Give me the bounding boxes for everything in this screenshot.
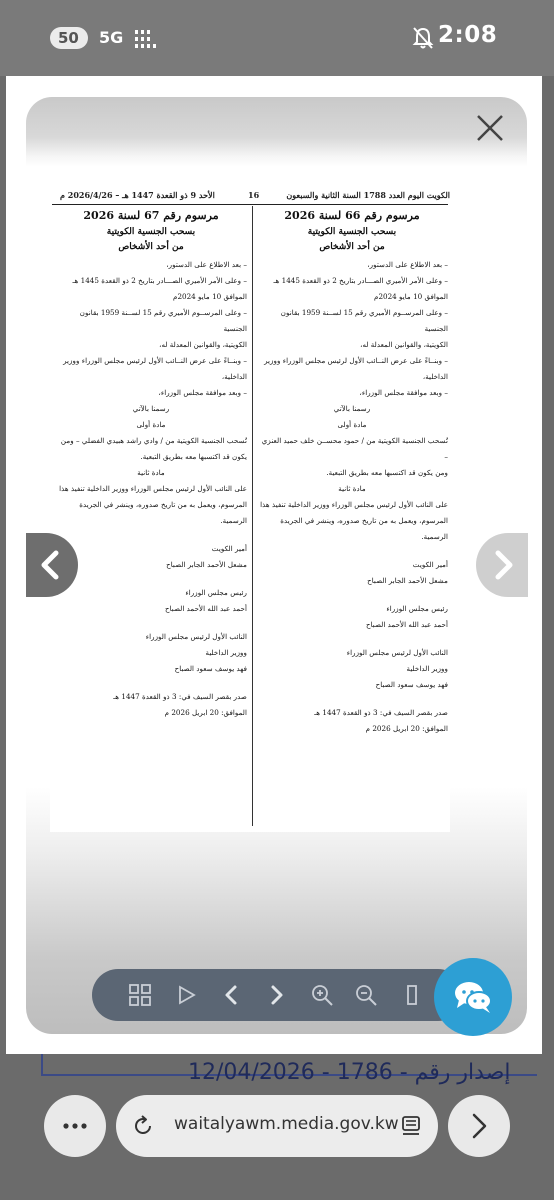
- preamble-line: – بعد الاطلاع على الدستور،: [367, 260, 448, 269]
- signatory-title: أمير الكويت: [211, 544, 247, 553]
- preamble-line: – وبنــاءً على عرض النــائب الأول لرئيس مجلس الوزراء ووزير: [63, 356, 247, 365]
- status-bar: [0, 0, 554, 76]
- signatory-name: أحمد عبد الله الأحمد الصباح: [365, 620, 448, 629]
- decree-title: مرسوم رقم 66 لسنة 2026: [284, 209, 420, 222]
- preamble-line: – وبعد موافقة مجلس الوزراء،: [158, 388, 247, 397]
- preamble-line: – وبعد موافقة مجلس الوزراء،: [359, 388, 448, 397]
- next-page-icon[interactable]: [262, 981, 290, 1009]
- issued-place-date: صدر بقصر السيف في: 3 ذو القعدة 1447 هـ: [113, 692, 247, 701]
- decree-66-column: [256, 209, 448, 769]
- preamble-line: – وبنــاءً على عرض النــائب الأول لرئيس مجلس الوزراء ووزير: [264, 356, 448, 365]
- preamble-line: – بعد الاطلاع على الدستور،: [166, 260, 247, 269]
- refresh-icon[interactable]: [130, 1113, 156, 1139]
- network-type: 5G: [99, 28, 124, 47]
- signatory-title: رئيس مجلس الوزراء: [386, 604, 448, 613]
- issue-info: الكويت اليوم العدد 1788 السنة الثانية والسبعون: [286, 190, 450, 200]
- signatory-title: ووزير الداخلية: [406, 664, 448, 673]
- chevron-left-icon: [26, 549, 78, 581]
- signatory-title: أمير الكويت: [412, 560, 448, 569]
- forward-button[interactable]: [448, 1095, 510, 1157]
- list-border: [41, 1054, 43, 1076]
- document-viewer: [6, 76, 542, 1054]
- issue-date: الأحد 9 ذو القعدة 1447 هـ – 2026/4/26 م: [60, 190, 215, 200]
- prev-page-icon[interactable]: [218, 981, 246, 1009]
- preamble-line: – وعلى الأمر الأميري الصـــادر بتاريخ 2 ذو القعدة 1445 هـ: [273, 276, 448, 285]
- preamble-line: الداخلية،: [422, 372, 448, 381]
- article-2-text: المرسوم، ويعمل به من تاريخ صدوره، وينشر في الجريدة الرسمية.: [79, 500, 247, 525]
- thumbnails-icon[interactable]: [126, 981, 154, 1009]
- decree-subtitle-2: من أحد الأشخاص: [319, 242, 385, 252]
- issued-date: الموافق: 20 ابريل 2026 م: [164, 708, 247, 717]
- decree-67-column: [55, 209, 247, 769]
- article-1-heading: مادة أولى: [337, 420, 367, 429]
- signatory-title: ووزير الداخلية: [205, 648, 247, 657]
- issue-link[interactable]: 12/04/2026 - 1786 - إصدار رقم: [188, 1060, 511, 1085]
- article-2-heading: مادة ثانية: [137, 468, 165, 477]
- column-divider: [252, 206, 253, 826]
- decree-subtitle: بسحب الجنسية الكويتية: [106, 227, 196, 237]
- play-icon[interactable]: [172, 981, 200, 1009]
- clock: 2:08: [438, 22, 498, 48]
- bell-muted-icon: [412, 26, 434, 50]
- browser-bottom-bar: [0, 1082, 554, 1200]
- chat-icon: [453, 978, 493, 1016]
- issued-place-date: صدر بقصر السيف في: 3 ذو القعدة 1447 هـ: [314, 708, 448, 717]
- signatory-title: النائب الأول لرئيس مجلس الوزراء: [346, 648, 448, 657]
- pdf-toolbar: [92, 969, 464, 1021]
- preamble-line: – وعلى المرســوم الأميري رقم 15 لســنة 1959 بقانون الجنسية: [79, 308, 247, 333]
- article-2-heading: مادة ثانية: [338, 484, 366, 493]
- preamble-line: الكويتية، والقوانين المعدلة له،: [159, 340, 247, 349]
- zoom-in-icon[interactable]: [308, 981, 336, 1009]
- article-1-text: ومن يكون قد اكتسبها معه بطريق التبعية.: [326, 468, 448, 477]
- issued-date: الموافق: 20 ابريل 2026 م: [365, 724, 448, 733]
- article-1-heading: مادة أولى: [136, 420, 166, 429]
- article-1-text: يكون قد اكتسبها معه بطريق التبعية.: [140, 452, 247, 461]
- decree-title: مرسوم رقم 67 لسنة 2026: [83, 209, 219, 222]
- page-header: [50, 190, 450, 204]
- signatory-name: فهد يوسف سعود الصباح: [174, 664, 247, 673]
- newspaper-page: [50, 182, 450, 832]
- forward-chevron-icon: [448, 1095, 510, 1157]
- decree-heading: رسمنا بالآتي: [333, 404, 371, 413]
- signatory-title: رئيس مجلس الوزراء: [185, 588, 247, 597]
- more-dots-icon: [44, 1095, 106, 1157]
- chat-button[interactable]: [434, 958, 512, 1036]
- signatory-title: النائب الأول لرئيس مجلس الوزراء: [145, 632, 247, 641]
- decree-heading: رسمنا بالآتي: [132, 404, 170, 413]
- preamble-line: – وعلى الأمر الأميري الصـــادر بتاريخ 2 ذو القعدة 1445 هـ: [72, 276, 247, 285]
- article-1-text: تُسحب الجنسية الكويتية من / وادي راشد هبيدي الفضلي – ومن: [60, 436, 247, 445]
- article-2-text: على النائب الأول لرئيس مجلس الوزراء ووزير الداخلية تنفيذ هذا: [260, 500, 448, 509]
- signatory-name: أحمد عبد الله الأحمد الصباح: [164, 604, 247, 613]
- signatory-name: مشعل الأحمد الجابر الصباح: [367, 576, 448, 585]
- zoom-out-icon[interactable]: [352, 981, 380, 1009]
- article-2-text: المرسوم، ويعمل به من تاريخ صدوره، وينشر في الجريدة الرسمية.: [280, 516, 448, 541]
- url-text: waitalyawm.media.gov.kw: [174, 1114, 399, 1134]
- page-number: 16: [248, 190, 260, 200]
- header-rule: [52, 204, 448, 205]
- close-icon[interactable]: [472, 110, 508, 146]
- signatory-name: فهد يوسف سعود الصباح: [375, 680, 448, 689]
- article-2-text: على النائب الأول لرئيس مجلس الوزراء ووزير الداخلية تنفيذ هذا: [59, 484, 247, 493]
- preamble-line: – وعلى المرســوم الأميري رقم 15 لســنة 1959 بقانون الجنسية: [280, 308, 448, 333]
- battery-level: 50: [58, 29, 79, 47]
- chevron-right-icon: [476, 549, 528, 581]
- reader-mode-icon[interactable]: [398, 1113, 424, 1139]
- decree-subtitle-2: من أحد الأشخاص: [118, 242, 184, 252]
- signatory-name: مشعل الأحمد الجابر الصباح: [166, 560, 247, 569]
- preamble-line: الموافق 10 مايو 2024م: [373, 292, 448, 301]
- address-bar[interactable]: [116, 1095, 438, 1157]
- signal-dots-icon: [134, 29, 160, 49]
- menu-button[interactable]: [44, 1095, 106, 1157]
- preamble-line: الداخلية،: [221, 372, 247, 381]
- preamble-line: الكويتية، والقوانين المعدلة له،: [360, 340, 448, 349]
- fit-page-icon[interactable]: [398, 981, 426, 1009]
- article-1-text: تُسحب الجنسية الكويتية من / حمود محســن خلف حميد العنزي –: [261, 436, 448, 461]
- preamble-line: الموافق 10 مايو 2024م: [172, 292, 247, 301]
- decree-subtitle: بسحب الجنسية الكويتية: [307, 227, 397, 237]
- battery-indicator: [50, 27, 88, 49]
